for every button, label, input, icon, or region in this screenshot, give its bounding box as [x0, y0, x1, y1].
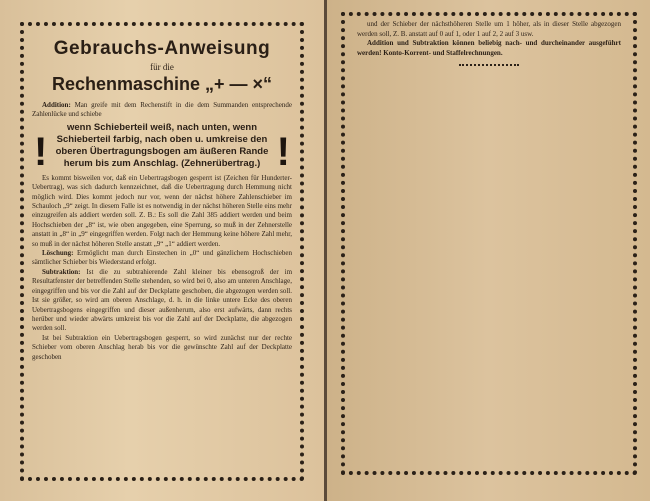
subtraktion-label: Subtraktion:	[42, 267, 81, 276]
closing-paragraph	[357, 39, 621, 58]
document-title: Gebrauchs-Anweisung	[53, 38, 271, 59]
carry-paragraph: Es kommt bisweilen vor, daß ein Uebertragsbogen gesperrt ist (Zeichen für Hunderter-Uebertrag), was sich dadurch kennzeichnet, daß die Uebertragung durch Hemmung nicht möglich wird. Dies kommt jedoch nur vor, wenn der nächst höhere Zahlenschieber im Schauloch „9“ zeigt. In diesem Falle ist es notwendig in der nächst höheren Stelle eins mehr einzugreifen als addiert werden soll. Z. B.: Es soll die Zahl 385 addiert werden und beim Hochschieben der „8“ ist, wie oben angegeben, eine Sperrung, so muß in der Zehnerstelle anstatt in „8“ in „9“ eingegriffen werden. Folgt nach der Hemmung keine höhere Zahl mehr, so muß in der nächst höheren Stelle anstatt „9“ „1“ addiert werden.	[32, 173, 292, 248]
left-page	[0, 0, 324, 501]
loeschung-paragraph	[32, 249, 292, 268]
loeschung-text: Ermöglicht man durch Einstechen in „0“ und gänzlichem Hochschieben sämtlicher Schieber bis Wiederstand erfolgt.	[32, 249, 292, 267]
addition-label: Addition:	[42, 101, 71, 109]
continued-paragraph: und der Schieber der nächsthöheren Stelle um 1 höher, als in dieser Stelle abgezogen werden soll, Z. B. anstatt auf 0 auf 1, oder 1 auf 2, 2 auf 3 usw.	[357, 20, 621, 38]
closing-divider	[459, 64, 519, 66]
for-label: für die	[150, 62, 174, 72]
right-content	[357, 20, 621, 66]
exclamation-left-icon: !	[34, 129, 48, 174]
machine-name: Rechenmaschine „+ — ×“	[51, 74, 273, 94]
subtraktion-paragraph	[32, 268, 292, 334]
emphasis-text: wenn Schieberteil weiß, nach unten, wenn Schieberteil farbig, nach oben u. umkreise den oberen Übertragungsbogen am äußeren Rande herum bis zum Anschlag. (Zehnerübertrag.)	[55, 121, 269, 169]
exclamation-right-icon: !	[276, 129, 290, 174]
right-page	[327, 0, 650, 501]
left-content	[32, 34, 292, 362]
right-dotted-border	[341, 12, 637, 475]
subtraction-carry-paragraph: Ist bei Subtraktion ein Uebertragsbogen gesperrt, so wird zunächst nur der rechte Schieber vom oberen Anschlag herab bis vor die gewünschte Zahl auf der Deckplatte geschoben	[32, 333, 292, 361]
loeschung-label: Löschung:	[42, 249, 74, 258]
emphasis-box	[32, 121, 292, 174]
addition-text: Man greife mit dem Rechenstift in die dem Summanden entsprechende Zahlenlücke und schiebe	[32, 101, 293, 119]
subtraktion-text: Ist die zu subtrahierende Zahl kleiner bis ebensogroß der im Resultatfenster der betreffenden Stelle stehenden, so wird bei 0, also am unteren Anschlage, eingegriffen und bis vor die Zahl auf der Deckplatte geschoben, die abgezogen werden soll. Ist sie größer, so wird am oberen Anschlage, d. h. in die linke untere Ecke des oberen Uebertragsbogens eingegriffen und dieser außenherum, also erst aufwärts, dann rechts herüber und wieder abwärts umkreist bis vor die Zahl auf der Deckplatte, die abgezogen werden soll.	[32, 267, 293, 333]
closing-bold-tail: Konto-Korrent- und Staffelrechnungen.	[383, 48, 503, 57]
closing-text: Addition und Subtraktion können beliebig nach- und durcheinander ausgeführt werden!	[357, 39, 621, 57]
addition-paragraph	[32, 101, 292, 120]
